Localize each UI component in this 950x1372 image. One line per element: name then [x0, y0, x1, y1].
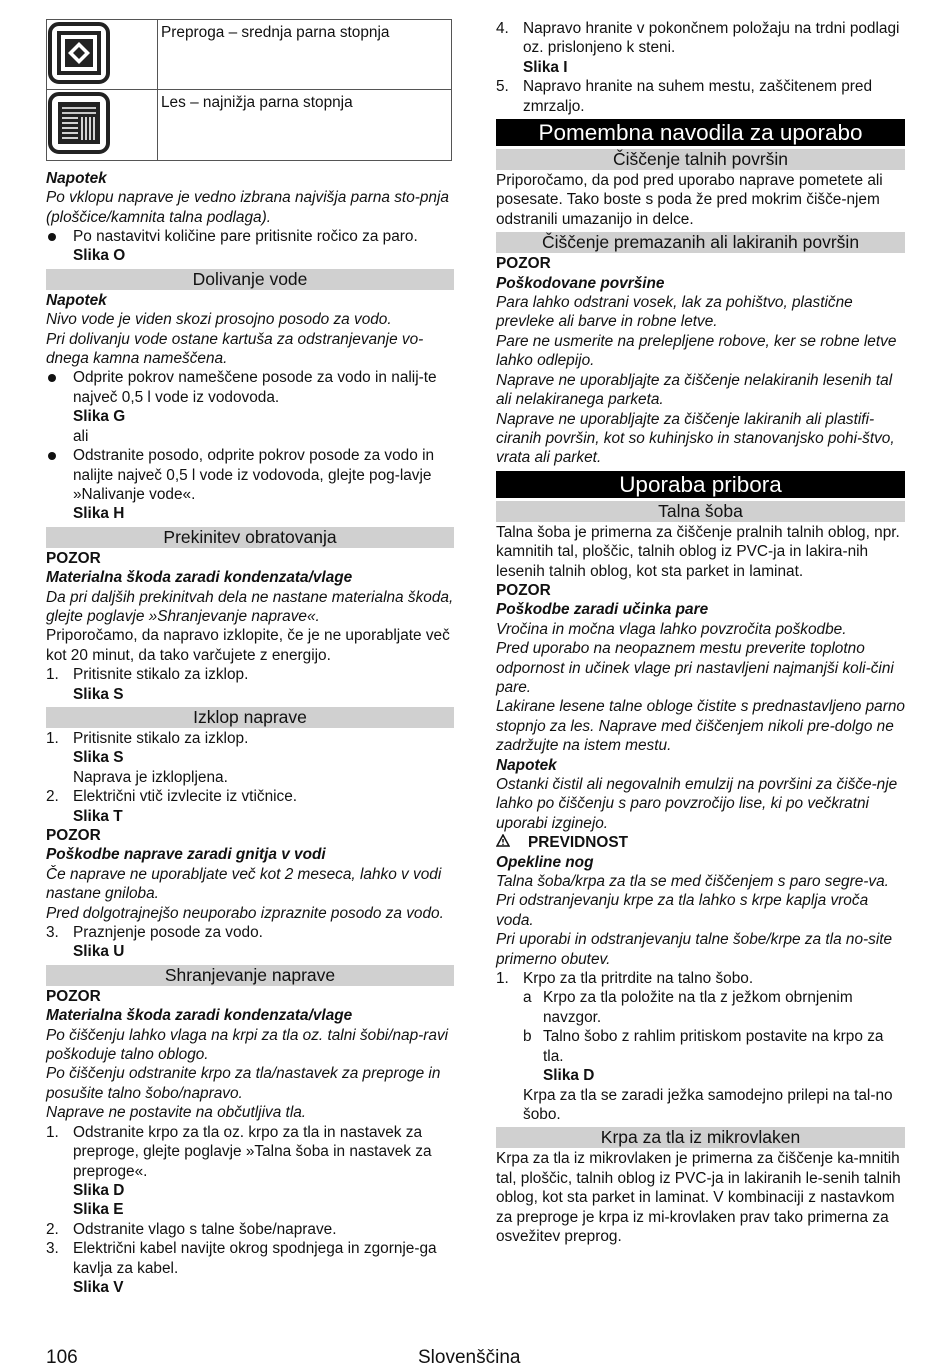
figure-ref: Slika G: [73, 408, 126, 426]
caution-subtitle: Poškodbe zaradi učinka pare: [496, 601, 709, 619]
page-number: 106: [46, 1347, 78, 1368]
note-text: Po vklopu naprave je vedno izbrana najvišja parna sto-pnja (ploščice/kamnita talna podlaga).: [46, 189, 449, 226]
list-item: 5. Napravo hranite na suhem mestu, zaščitenem pred zmrzaljo.: [496, 78, 873, 115]
note-label: Napotek: [46, 169, 107, 187]
body-text: Talna šoba je primerna za čiščenje pralnih talnih oblog, npr. kamnitih tal, ploščic, talnih oblog iz PVC-ja in lakira-nih lesenih talnih oblog, kot sta parket in laminat.: [496, 523, 900, 580]
step-result: Naprava je izklopljena.: [73, 768, 228, 786]
step-text: Električni vtič izvlecite iz vtičnice.: [73, 788, 298, 806]
section-heading: Prekinitev obratovanja: [46, 527, 454, 548]
step-result: Krpa za tla se zaradi ježka samodejno prilepi na tal-no šobo.: [523, 1086, 893, 1123]
caution-subtitle: Poškodovane površine: [496, 274, 665, 292]
caution-text: Pred dolgotrajnejšo neuporabo izpraznite posodo za vodo.: [46, 904, 444, 922]
caution-subtitle: Poškodbe naprave zaradi gnitja v vodi: [46, 846, 326, 864]
warning-text: Talna šoba/krpa za tla se med čiščenjem s paro segre-va.: [496, 873, 889, 891]
caution-text: Da pri daljših prekinitvah dela ne nastane materialna škoda, glejte poglavje »Shranjevanje naprave«.: [46, 588, 454, 625]
bullet-icon: [48, 233, 56, 241]
warning-triangle-icon: [496, 833, 510, 852]
body-text: Krpa za tla iz mikrovlaken je primerna za čiščenje ka-mnitih tal, ploščic, talnih oblog iz PVC-ja in lakiranih le-senih talnih oblog, kot sta parket in laminat. V kombinaciji z nastavkom za preproge je krpa iz mi-krovlaken prav tako primerna za osvežitev preprog.: [496, 1150, 901, 1245]
table-row: [47, 20, 452, 90]
carpet-steam-icon: [48, 22, 110, 84]
caution-text: Lakirane lesene talne obloge čistite s prednastavljeno parno stopnjo za les. Naprave med čiščenjem nikoli pre-dolgo ne zadržujte na istem mestu.: [496, 698, 905, 755]
chapter-heading: Uporaba pribora: [496, 471, 905, 498]
caution-label: POZOR: [46, 987, 101, 1005]
note-label: Napotek: [46, 291, 107, 309]
bullet-text: Odstranite posodo, odprite pokrov posode za vodo in nalijte največ 0,5 l vode iz vodovoda, glejte pog-lavje »Nalivanje vode«.: [73, 447, 435, 503]
list-item: 1. Pritisnite stikalo za izklop.: [46, 666, 249, 684]
figure-ref: Slika E: [73, 1201, 124, 1219]
left-column: [46, 19, 454, 1297]
caution-text: Pred uporabo na neopaznem mestu preverite toplotno odpornost in učinek vlage pri nastavljeni najmanjši koli-čini pare.: [496, 640, 894, 696]
caution-text: Če naprave ne uporabljate več kot 2 meseca, lahko v vodi nastane gniloba.: [46, 865, 442, 903]
figure-ref: Slika D: [543, 1067, 595, 1085]
sub-list-item: b Talno šobo z rahlim pritiskom postavite na krpo za tla.: [523, 1028, 884, 1065]
step-text: Krpo za tla položite na tla z ježkom obrnjenim navzgor.: [543, 989, 853, 1026]
steam-level-table: [46, 19, 452, 161]
figure-ref: Slika I: [523, 58, 568, 76]
section-heading: Čiščenje premazanih ali lakiranih površin: [496, 232, 905, 253]
table-cell: Les – najnižja parna stopnja: [158, 90, 452, 160]
warning-text: Pri uporabi in odstranjevanju talne šobe/krpe za tla no-site primerno obutev.: [496, 931, 893, 968]
caution-label: POZOR: [46, 549, 101, 567]
chapter-heading: Pomembna navodila za uporabo: [496, 119, 905, 146]
list-item: 2. Odstranite vlago s talne šobe/naprave.: [46, 1220, 337, 1238]
bullet-item: [46, 446, 454, 504]
figure-ref: Slika S: [73, 749, 124, 767]
list-item: 3. Električni kabel navijte okrog spodnjega in zgornje-ga kavlja za kabel.: [46, 1240, 437, 1277]
table-row: [47, 90, 452, 160]
step-text: Odstranite vlago s talne šobe/naprave.: [73, 1220, 337, 1238]
caution-subtitle: Materialna škoda zaradi kondenzata/vlage: [46, 1007, 353, 1025]
bullet-item: [46, 368, 454, 407]
section-heading: Čiščenje talnih površin: [496, 149, 905, 170]
sub-list-item: a Krpo za tla položite na tla z ježkom obrnjenim navzgor.: [523, 989, 853, 1026]
wood-steam-icon-cell: [47, 90, 158, 160]
section-heading: Izklop naprave: [46, 707, 454, 728]
warning-text: Pri odstranjevanju krpe za tla lahko s krpe kaplja vroča voda.: [496, 892, 869, 929]
step-text: Praznjenje posode za vodo.: [73, 924, 263, 942]
figure-ref: Slika D: [73, 1181, 125, 1199]
caution-label: POZOR: [496, 581, 551, 599]
right-column: [496, 19, 905, 1246]
bullet-icon: [48, 452, 56, 460]
step-text: Pritisnite stikalo za izklop.: [73, 729, 249, 747]
figure-ref: Slika H: [73, 505, 125, 523]
step-text: Napravo hranite na suhem mestu, zaščitenem pred zmrzaljo.: [523, 78, 873, 115]
caution-text: Po čiščenju lahko vlaga na krpi za tla oz. talni šobi/nap-ravi poškoduje talno oblogo.: [46, 1026, 449, 1064]
caution-text: Para lahko odstrani vosek, lak za pohištvo, plastične prevleke ali barve in robne letve.: [496, 294, 853, 331]
caution-text: Naprave ne uporabljajte za čiščenje nelakiranih lesenih tal ali nelakiranega parketa.: [496, 371, 893, 409]
list-item: 2. Električni vtič izvlecite iz vtičnice.: [46, 788, 298, 806]
caution-text: Vročina in močna vlaga lahko povzročita poškodbe.: [496, 620, 847, 638]
warning-subtitle: Opekline nog: [496, 853, 594, 871]
list-item: 4. Napravo hranite v pokončnem položaju na trdni podlagi oz. prislonjeno k steni.: [496, 20, 900, 57]
wood-steam-icon: [48, 92, 110, 154]
section-heading: Talna šoba: [496, 501, 905, 522]
section-heading: Shranjevanje naprave: [46, 965, 454, 986]
warning-label-row: [496, 833, 905, 852]
caution-text: Pare ne usmerite na prelepljene robove, ker se robne letve lahko odlepijo.: [496, 332, 897, 370]
warning-label: PREVIDNOST: [528, 834, 629, 852]
section-heading: Krpa za tla iz mikrovlaken: [496, 1127, 905, 1148]
figure-ref: Slika S: [73, 685, 124, 703]
figure-ref: Slika O: [73, 247, 126, 265]
step-text: Pritisnite stikalo za izklop.: [73, 666, 249, 684]
caution-text: Naprave ne postavite na občutljiva tla.: [46, 1104, 307, 1122]
language-label: Slovenščina: [418, 1347, 521, 1368]
figure-ref: Slika U: [73, 943, 125, 961]
step-text: Krpo za tla pritrdite na talno šobo.: [523, 970, 754, 988]
note-text: Ostanki čistil ali negovalnih emulzij na površini za čišče-nje lahko po čiščenju s paro povzročijo lise, ki po večkratni uporabi izginejo.: [496, 776, 898, 832]
bullet-icon: [48, 374, 56, 382]
step-text: Električni kabel navijte okrog spodnjega in zgornje-ga kavlja za kabel.: [73, 1240, 437, 1277]
note-text: Pri dolivanju vode ostane kartuša za odstranjevanje vo-dnega kamna nameščena.: [46, 330, 424, 368]
body-text: Priporočamo, da pod pred uporabo naprave pometete ali posesate. Tako boste s poda že pred mokrim čišče-njem odstranili umazanijo in delce.: [496, 172, 883, 228]
bullet-text: Odprite pokrov nameščene posode za vodo in nalij-te največ 0,5 l vode iz vodovoda.: [73, 369, 437, 406]
bullet-item: [46, 227, 454, 246]
caution-text: Naprave ne uporabljajte za čiščenje lakiranih ali plastifi-ciranih površin, kot so kuhinjsko in stanovanjsko pohi-štvo, vrata ali parket.: [496, 410, 895, 467]
body-text: Priporočamo, da napravo izklopite, če je ne uporabljate več kot 20 minut, da tako varčujete z energijo.: [46, 627, 450, 664]
note-label: Napotek: [496, 756, 557, 774]
bullet-text: Po nastavitvi količine pare pritisnite ročico za paro.: [73, 228, 418, 246]
list-item: 1. Krpo za tla pritrdite na talno šobo.: [496, 970, 754, 988]
caution-label: POZOR: [496, 255, 551, 273]
or-text: ali: [73, 427, 89, 445]
note-text: Nivo vode je viden skozi prosojno posodo za vodo.: [46, 311, 392, 329]
list-item: 1. Pritisnite stikalo za izklop.: [46, 729, 249, 747]
step-text: Napravo hranite v pokončnem položaju na trdni podlagi oz. prislonjeno k steni.: [523, 20, 900, 57]
section-heading: Dolivanje vode: [46, 269, 454, 290]
list-item: 1. Odstranite krpo za tla oz. krpo za tla in nastavek za preproge, glejte poglavje »Talna šoba in nastavek za preproge«.: [46, 1123, 432, 1180]
figure-ref: Slika V: [73, 1278, 124, 1296]
figure-ref: Slika T: [73, 807, 123, 825]
caution-label: POZOR: [46, 827, 101, 844]
list-item: 3. Praznjenje posode za vodo.: [46, 924, 263, 942]
caution-subtitle: Materialna škoda zaradi kondenzata/vlage: [46, 569, 353, 587]
table-cell: Preproga – srednja parna stopnja: [158, 20, 452, 90]
caution-text: Po čiščenju odstranite krpo za tla/nastavek za preproge in posušite talno šobo/napravo.: [46, 1065, 441, 1102]
carpet-steam-icon-cell: [47, 20, 158, 90]
step-text: Odstranite krpo za tla oz. krpo za tla in nastavek za preproge, glejte poglavje »Talna šoba in nastavek za preproge«.: [73, 1123, 432, 1180]
step-text: Talno šobo z rahlim pritiskom postavite na krpo za tla.: [543, 1028, 884, 1065]
